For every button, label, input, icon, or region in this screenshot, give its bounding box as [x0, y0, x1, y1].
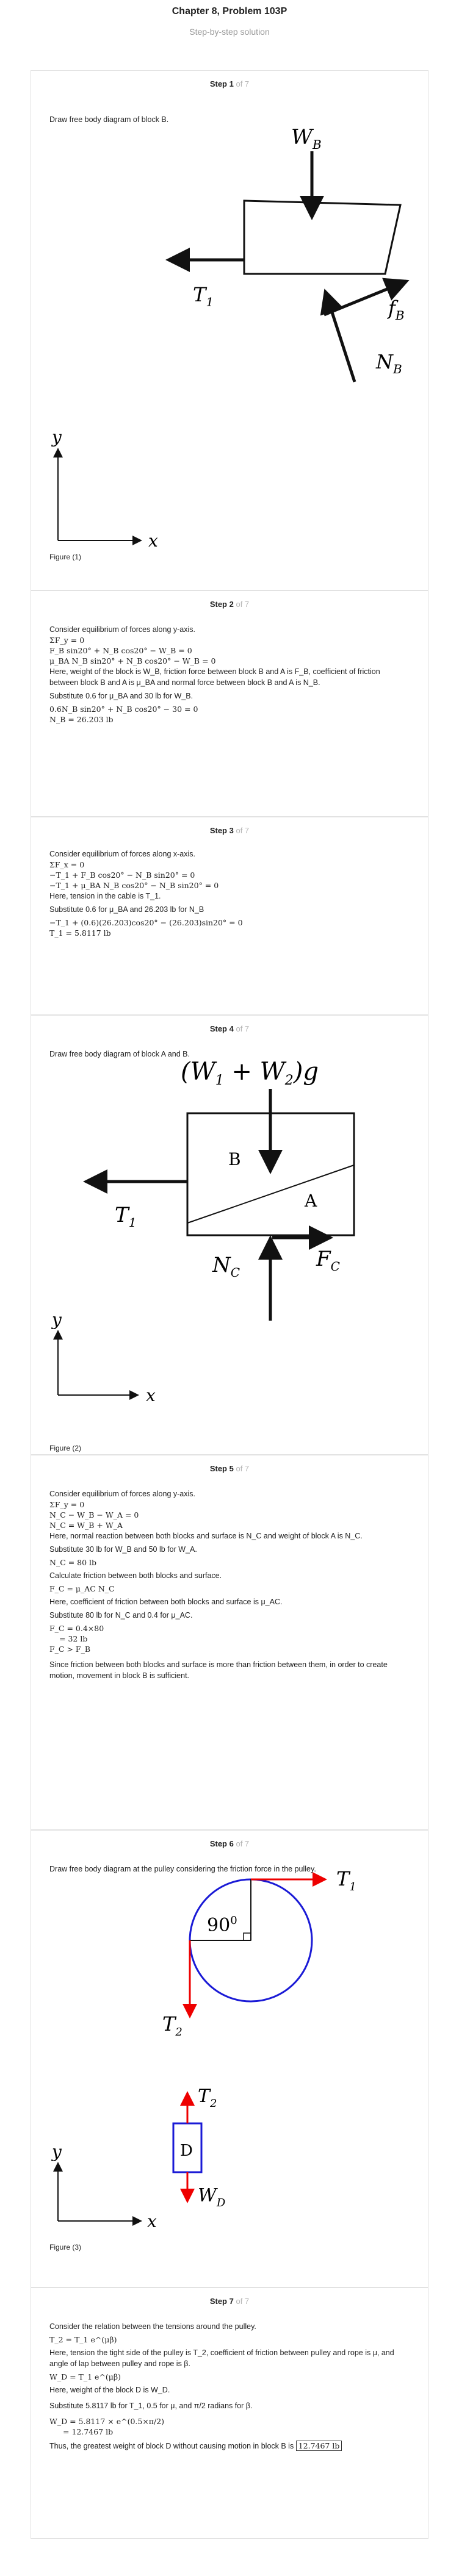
equation: = 12.7467 lb — [63, 2427, 114, 2436]
step-line: Consider equilibrium of forces along y-axis. — [49, 625, 195, 634]
equation: F_B sin20° + N_B cos20° − W_B = 0 — [49, 646, 192, 655]
block-b-shape — [244, 201, 400, 274]
page-title: Chapter 8, Problem 103P — [172, 6, 287, 16]
final-answer-box: 12.7467 lb — [296, 2441, 342, 2451]
equation: F_C = μ_AC N_C — [49, 1584, 115, 1593]
figure-caption: Figure (3) — [49, 2243, 82, 2251]
t1-label: $T_1$ — [115, 1203, 137, 1230]
step-line: Substitute 0.6 for μ_BA and 26.203 lb for N_B — [49, 905, 204, 914]
t1-label: $T_1$ — [193, 283, 214, 309]
step-line: Substitute 30 lb for W_B and 50 lb for W_A. — [49, 1545, 197, 1554]
step-line: Here, coefficient of friction between both blocks and surface is μ_AC. — [49, 1598, 283, 1606]
block-d-label: D — [180, 2142, 193, 2160]
block-a-label: A — [305, 1191, 317, 1211]
step-text: Draw free body diagram of block B. — [49, 115, 169, 124]
wd-label: $W_D$ — [198, 2185, 226, 2209]
equation: = 32 lb — [59, 1634, 88, 1643]
fc-label: $F_C$ — [316, 1247, 340, 1274]
fb-label: $f_B$ — [388, 296, 405, 323]
step-line: Here, tension in the cable is T_1. — [49, 892, 161, 900]
step-heading: Step 7 of 7 — [209, 2297, 250, 2306]
equation: N_C − W_B − W_A = 0 — [49, 1510, 139, 1519]
step-heading: Step 5 of 7 — [209, 1464, 250, 1473]
fbd-blocks-ab-figure — [49, 1052, 416, 1443]
step-card-3 — [31, 817, 428, 1015]
step-heading: Step 1 of 7 — [209, 79, 250, 88]
equation: T_1 = 5.8117 lb — [49, 928, 111, 938]
step-card-2 — [31, 590, 428, 817]
y-label: y — [52, 427, 62, 447]
x-label: x — [146, 1385, 156, 1405]
step-line: Substitute 5.8117 lb for T_1, 0.5 for μ, and π/2 radians for β. — [49, 2402, 253, 2410]
equation: N_B = 26.203 lb — [49, 715, 114, 724]
equation: F_C > F_B — [49, 1645, 91, 1654]
step-card-1 — [31, 70, 428, 590]
nb-label: $N_B$ — [376, 350, 402, 376]
step-text: Draw free body diagram of block A and B. — [49, 1050, 190, 1058]
equation: W_D = T_1 e^(μβ) — [49, 2372, 121, 2381]
equation: −T_1 + F_B cos20° − N_B sin20° = 0 — [49, 870, 195, 880]
wb-label: $W_B$ — [291, 125, 322, 152]
t2-label: $T_2$ — [162, 2012, 183, 2039]
equation: ΣF_x = 0 — [49, 860, 85, 869]
step-line: Calculate friction between both blocks and surface. — [49, 1571, 222, 1580]
figure-caption: Figure (2) — [49, 1444, 82, 1452]
step-heading: Step 6 of 7 — [209, 1839, 250, 1848]
pulley-fbd-figure — [49, 1867, 416, 2270]
equation: ΣF_y = 0 — [49, 636, 85, 645]
step-card-4 — [31, 1015, 428, 1455]
angle-label: $90^0$ — [207, 1914, 237, 1936]
step-line: Here, weight of the block is W_B, friction force between block B and A is F_B, coefficient of friction between block B and A is μ_BA and normal force between block B and A is N_B. — [49, 667, 380, 687]
nc-label: $N_C$ — [212, 1253, 240, 1280]
step-heading: Step 3 of 7 — [209, 826, 250, 835]
y-label: y — [52, 2142, 62, 2162]
step-text: Draw free body diagram at the pulley considering the friction force in the pulley. — [49, 1865, 316, 1873]
equation: N_C = W_B + W_A — [49, 1521, 123, 1530]
fbd-block-b-figure — [49, 120, 416, 547]
equation: F_C = 0.4×80 — [49, 1624, 104, 1633]
x-label: x — [148, 531, 158, 547]
equation: N_C = 80 lb — [49, 1558, 97, 1567]
equation: −T_1 + (0.6)(26.203)cos20° − (26.203)sin20° = 0 — [49, 918, 243, 927]
equation: T_2 = T_1 e^(μβ) — [49, 2335, 117, 2344]
step-line: Consider the relation between the tensions around the pulley. — [49, 2322, 256, 2331]
contact-line — [187, 1165, 354, 1223]
t1-label: $T_1$ — [336, 1867, 356, 1893]
step-card-7 — [31, 2287, 428, 2539]
step-line: Here, tension the tight side of the pulley is T_2, coefficient of friction between pulley and rope is μ, and angle of lap between pulley and rope is β. — [49, 2348, 394, 2368]
step-line: Here, normal reaction between both blocks and surface is N_C and weight of block A is N_C. — [49, 1532, 363, 1540]
equation: ΣF_y = 0 — [49, 1500, 85, 1509]
step-card-5 — [31, 1455, 428, 1830]
step-card-6 — [31, 1830, 428, 2287]
step-heading: Step 2 of 7 — [209, 600, 250, 609]
final-answer-line: Thus, the greatest weight of block D without causing motion in block B is 12.7467 lb — [49, 2441, 410, 2452]
step-line: Since friction between both blocks and surface is more than friction between them, in order to create motion, movement in block B is sufficient. — [49, 1660, 388, 1680]
weight-label: $(W_1 + W_2)g$ — [181, 1058, 319, 1088]
block-t2-label: $T_2$ — [198, 2086, 217, 2110]
step-line: Substitute 80 lb for N_C and 0.4 for μ_AC. — [49, 1611, 193, 1620]
page-subtitle: Step-by-step solution — [189, 27, 270, 37]
block-b-label: B — [228, 1149, 241, 1169]
step-line: Consider equilibrium of forces along y-axis. — [49, 1490, 195, 1498]
step-line: Here, weight of the block D is W_D. — [49, 2386, 170, 2394]
equation: μ_BA N_B sin20° + N_B cos20° − W_B = 0 — [49, 656, 216, 666]
equation: −T_1 + μ_BA N_B cos20° − N_B sin20° = 0 — [49, 881, 219, 890]
figure-caption: Figure (1) — [49, 553, 82, 561]
y-label: y — [52, 1310, 62, 1330]
x-label: x — [147, 2211, 157, 2231]
step-line: Consider equilibrium of forces along x-axis. — [49, 850, 195, 858]
equation: W_D = 5.8117 × e^(0.5×π/2) — [49, 2417, 165, 2426]
equation: 0.6N_B sin20° + N_B cos20° − 30 = 0 — [49, 705, 198, 714]
step-heading: Step 4 of 7 — [209, 1024, 250, 1033]
step-line: Substitute 0.6 for μ_BA and 30 lb for W_B. — [49, 692, 193, 700]
